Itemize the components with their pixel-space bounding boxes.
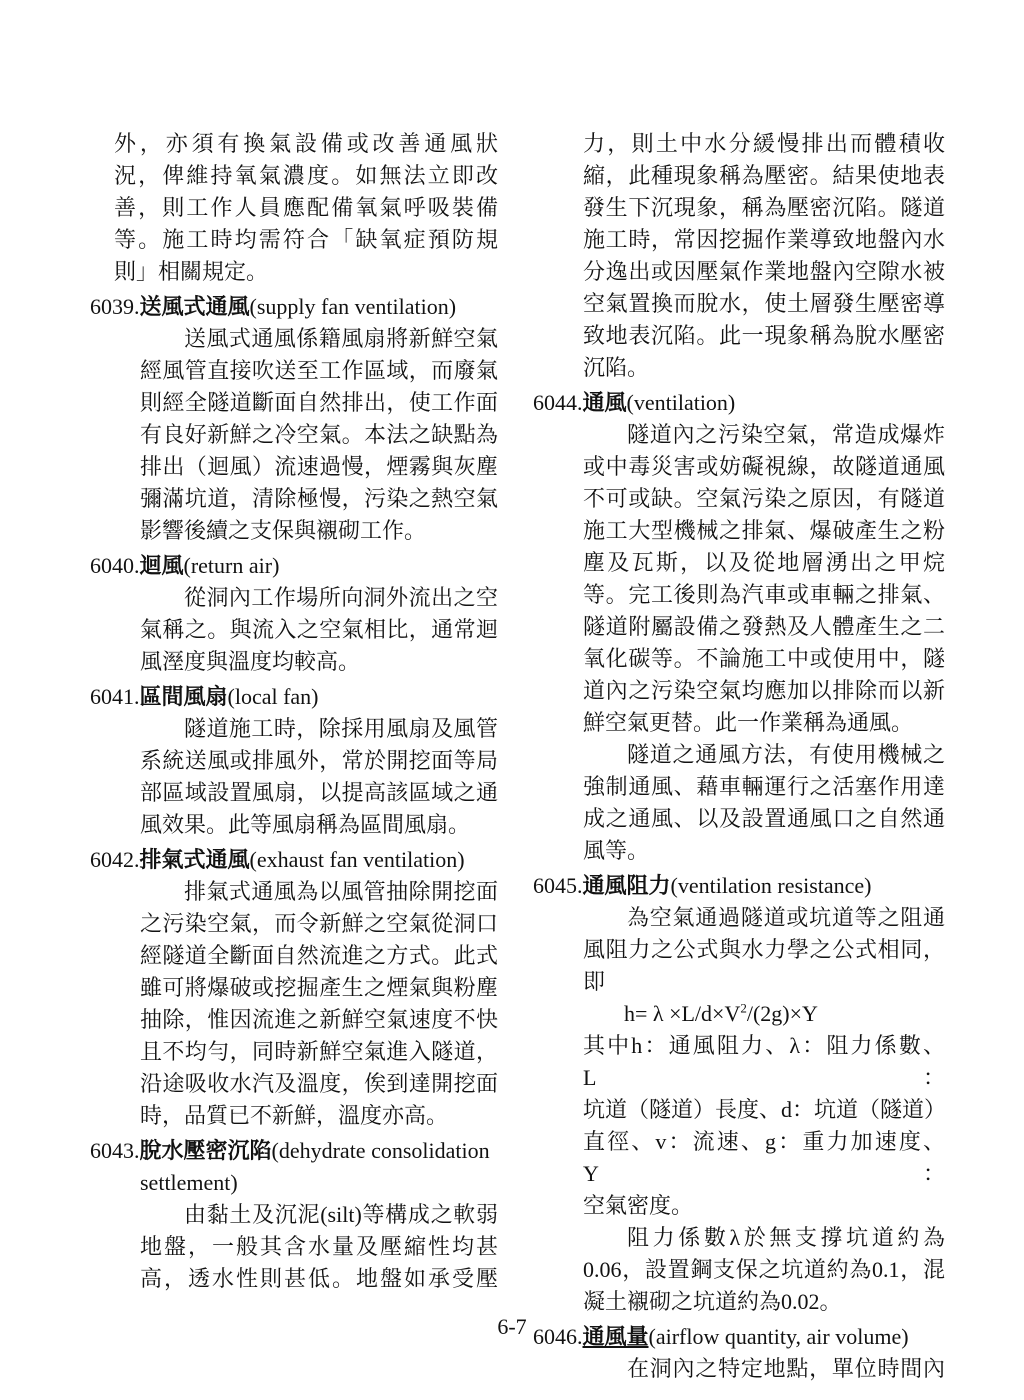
text-line: 外，亦須有換氣設備或改善通風狀 bbox=[114, 131, 498, 156]
text-line: 抽除，惟因流進之新鮮空氣速度不快 bbox=[140, 1007, 498, 1032]
text-line: 影響後續之支保與襯砌工作。 bbox=[140, 518, 427, 543]
text-line: 強制通風、藉車輛運行之活塞作用達 bbox=[583, 774, 945, 799]
entry-heading-6042 bbox=[90, 844, 498, 876]
text-line: 鮮空氣更替。此一作業稱為通風。 bbox=[583, 710, 914, 735]
text-line: 成之通風、以及設置通風口之自然通 bbox=[583, 806, 945, 831]
paragraph bbox=[90, 876, 498, 1132]
entry-term: 送風式通風 bbox=[139, 294, 250, 319]
entry-heading-6044 bbox=[533, 387, 945, 419]
text-line: 雖可將爆破或挖掘產生之煙氣與粉塵 bbox=[140, 975, 498, 1000]
entry-number: 6045. bbox=[533, 873, 583, 898]
entry-number: 6041. bbox=[90, 684, 140, 709]
text-line: 或中毒災害或妨礙視線，故隧道通風 bbox=[583, 454, 945, 479]
entry-term-english: (supply fan ventilation) bbox=[249, 294, 457, 319]
text-line: 時，品質已不新鮮，溫度亦高。 bbox=[140, 1103, 449, 1128]
text-line: 則經全隧道斷面自然排出，使工作面 bbox=[140, 390, 498, 415]
text-line: 從洞內工作場所向洞外流出之空 bbox=[184, 585, 498, 610]
formula-line bbox=[533, 998, 945, 1030]
entry-term-english: (exhaust fan ventilation) bbox=[249, 847, 465, 872]
entry-term: 排氣式通風 bbox=[139, 847, 250, 872]
entry-heading-6046 bbox=[533, 1321, 945, 1353]
text-line: 隧道附屬設備之發熱及人體產生之二 bbox=[583, 614, 945, 639]
text-line: 排氣式通風為以風管抽除開挖面 bbox=[184, 879, 498, 904]
text-line: 高，透水性則甚低。地盤如承受壓 bbox=[140, 1266, 498, 1291]
text-line: 送風式通風係籍風扇將新鮮空氣 bbox=[184, 326, 498, 351]
entry-term: 迴風 bbox=[139, 553, 184, 578]
text-line: 不可或缺。空氣污染之原因，有隧道 bbox=[583, 486, 945, 511]
text-line: 有良好新鮮之冷空氣。本法之缺點為 bbox=[140, 422, 498, 447]
entry-term-english: (local fan) bbox=[227, 684, 319, 709]
text-line: 氣稱之。與流入之空氣相比，通常迴 bbox=[140, 617, 498, 642]
entry-term: 通風阻力 bbox=[582, 873, 671, 898]
text-line: 道內之污染空氣均應加以排除而以新 bbox=[583, 678, 945, 703]
text-line: 善，則工作人員應配備氧氣呼吸裝備 bbox=[114, 195, 498, 220]
text-line: 等。施工時均需符合「缺氧症預防規 bbox=[114, 227, 498, 252]
text-line: 系統送風或排風外，常於開挖面等局 bbox=[140, 748, 498, 773]
text-line: 隧道內之污染空氣，常造成爆炸 bbox=[627, 422, 945, 447]
text-line: 其中h：通風阻力、λ：阻力係數、L： bbox=[583, 1033, 945, 1090]
entry-term: 區間風扇 bbox=[139, 684, 228, 709]
text-line: 風等。 bbox=[583, 838, 650, 863]
text-line: 風溼度與溫度均較高。 bbox=[140, 649, 361, 674]
formula-text: /(2g)×Υ bbox=[746, 1001, 818, 1026]
entry-heading-6040 bbox=[90, 550, 498, 582]
entry-term-english: (ventilation) bbox=[626, 390, 736, 415]
page-number: 6-7 bbox=[497, 1314, 527, 1339]
text-line: 之污染空氣，而令新鮮之空氣從洞口 bbox=[140, 911, 498, 936]
entry-term-english: (ventilation resistance) bbox=[670, 873, 872, 898]
entry-number: 6043. bbox=[90, 1138, 140, 1163]
entry-term: 通風量 bbox=[582, 1324, 649, 1349]
text-line: 氧化碳等。不論施工中或使用中，隧 bbox=[583, 646, 945, 671]
paragraph bbox=[90, 323, 498, 547]
text-line: 分逸出或因壓氣作業地盤內空隙水被 bbox=[583, 259, 945, 284]
entry-heading-continuation: settlement) bbox=[140, 1170, 238, 1195]
text-line: 力，則土中水分緩慢排出而體積收 bbox=[583, 131, 945, 156]
entry-number: 6046. bbox=[533, 1324, 583, 1349]
entry-heading-6045 bbox=[533, 870, 945, 902]
entry-number: 6039. bbox=[90, 294, 140, 319]
text-line: 則」相關規定。 bbox=[114, 259, 269, 284]
text-line: 沉陷。 bbox=[583, 355, 650, 380]
text-line: 隧道之通風方法，有使用機械之 bbox=[627, 742, 945, 767]
text-line: 排出（迴風）流速過慢，煙霧與灰塵 bbox=[140, 454, 498, 479]
paragraph bbox=[90, 1199, 498, 1295]
text-column-left bbox=[90, 128, 498, 1295]
formula-text: h= λ ×L/d×V bbox=[624, 1001, 741, 1026]
paragraph bbox=[90, 128, 498, 288]
text-line: 為空氣通過隧道或坑道等之阻通 bbox=[627, 905, 945, 930]
text-line: 部區域設置風扇，以提高該區域之通 bbox=[140, 780, 498, 805]
entry-heading-6043 bbox=[90, 1135, 498, 1167]
formula-superscript: 2 bbox=[740, 1000, 747, 1016]
text-line: 空氣置換而脫水，使土層發生壓密導 bbox=[583, 291, 945, 316]
entry-term: 通風 bbox=[582, 390, 627, 415]
entry-heading-6039 bbox=[90, 291, 498, 323]
entry-number: 6044. bbox=[533, 390, 583, 415]
text-line: 隧道施工時，除採用風扇及風管 bbox=[184, 716, 498, 741]
paragraph bbox=[533, 1353, 945, 1385]
text-line: 致地表沉陷。此一現象稱為脫水壓密 bbox=[583, 323, 945, 348]
paragraph bbox=[533, 739, 945, 867]
text-line: 等。完工後則為汽車或車輛之排氣、 bbox=[583, 582, 945, 607]
text-line: 況，俾維持氧氣濃度。如無法立即改 bbox=[114, 163, 498, 188]
paragraph bbox=[90, 582, 498, 678]
entry-heading-6041 bbox=[90, 681, 498, 713]
text-line: 經隧道全斷面自然流進之方式。此式 bbox=[140, 943, 498, 968]
text-line: 空氣密度。 bbox=[583, 1193, 694, 1218]
text-line: 且不均勻，同時新鮮空氣進入隧道， bbox=[140, 1039, 498, 1064]
text-column-right bbox=[533, 128, 945, 1385]
text-line: 縮，此種現象稱為壓密。結果使地表 bbox=[583, 163, 945, 188]
text-line: 沿途吸收水汽及溫度，俟到達開挖面 bbox=[140, 1071, 498, 1096]
text-line: 由黏土及沉泥(silt)等構成之軟弱 bbox=[184, 1202, 498, 1227]
text-line: 凝土襯砌之坑道約為0.02。 bbox=[583, 1289, 842, 1314]
paragraph bbox=[533, 1222, 945, 1318]
text-line: 0.06，設置鋼支保之坑道約為0.1，混 bbox=[583, 1257, 945, 1282]
text-line: 發生下沉現象，稱為壓密沉陷。隧道 bbox=[583, 195, 945, 220]
entry-term-english: (return air) bbox=[183, 553, 280, 578]
text-line: 風阻力之公式與水力學之公式相同， bbox=[583, 937, 945, 962]
entry-number: 6040. bbox=[90, 553, 140, 578]
paragraph bbox=[533, 902, 945, 998]
text-line: 彌滿坑道，清除極慢，污染之熱空氣 bbox=[140, 486, 498, 511]
text-line: 坑道（隧道）長度、d：坑道（隧道） bbox=[583, 1097, 947, 1122]
entry-term-english: (dehydrate consolidation bbox=[271, 1138, 490, 1163]
paragraph bbox=[533, 1030, 945, 1222]
entry-term: 脫水壓密沉陷 bbox=[139, 1138, 272, 1163]
text-line: 風效果。此等風扇稱為區間風扇。 bbox=[140, 812, 471, 837]
text-line: 施工大型機械之排氣、爆破產生之粉 bbox=[583, 518, 945, 543]
entry-number: 6042. bbox=[90, 847, 140, 872]
paragraph bbox=[533, 419, 945, 739]
paragraph bbox=[90, 713, 498, 841]
text-line: 直徑、v：流速、g：重力加速度、Υ： bbox=[583, 1129, 945, 1186]
text-line: 阻力係數λ於無支撐坑道約為 bbox=[627, 1225, 945, 1250]
text-line: 塵及瓦斯，以及從地層湧出之甲烷 bbox=[583, 550, 945, 575]
paragraph bbox=[533, 128, 945, 384]
text-line: 即 bbox=[583, 969, 606, 994]
entry-term-english: (airflow quantity, air volume) bbox=[648, 1324, 909, 1349]
text-line: 經風管直接吹送至工作區域，而廢氣 bbox=[140, 358, 498, 383]
text-line: 施工時，常因挖掘作業導致地盤內水 bbox=[583, 227, 945, 252]
text-line: 在洞內之特定地點，單位時間內 bbox=[627, 1356, 945, 1381]
text-line: 地盤，一般其含水量及壓縮性均甚 bbox=[140, 1234, 498, 1259]
